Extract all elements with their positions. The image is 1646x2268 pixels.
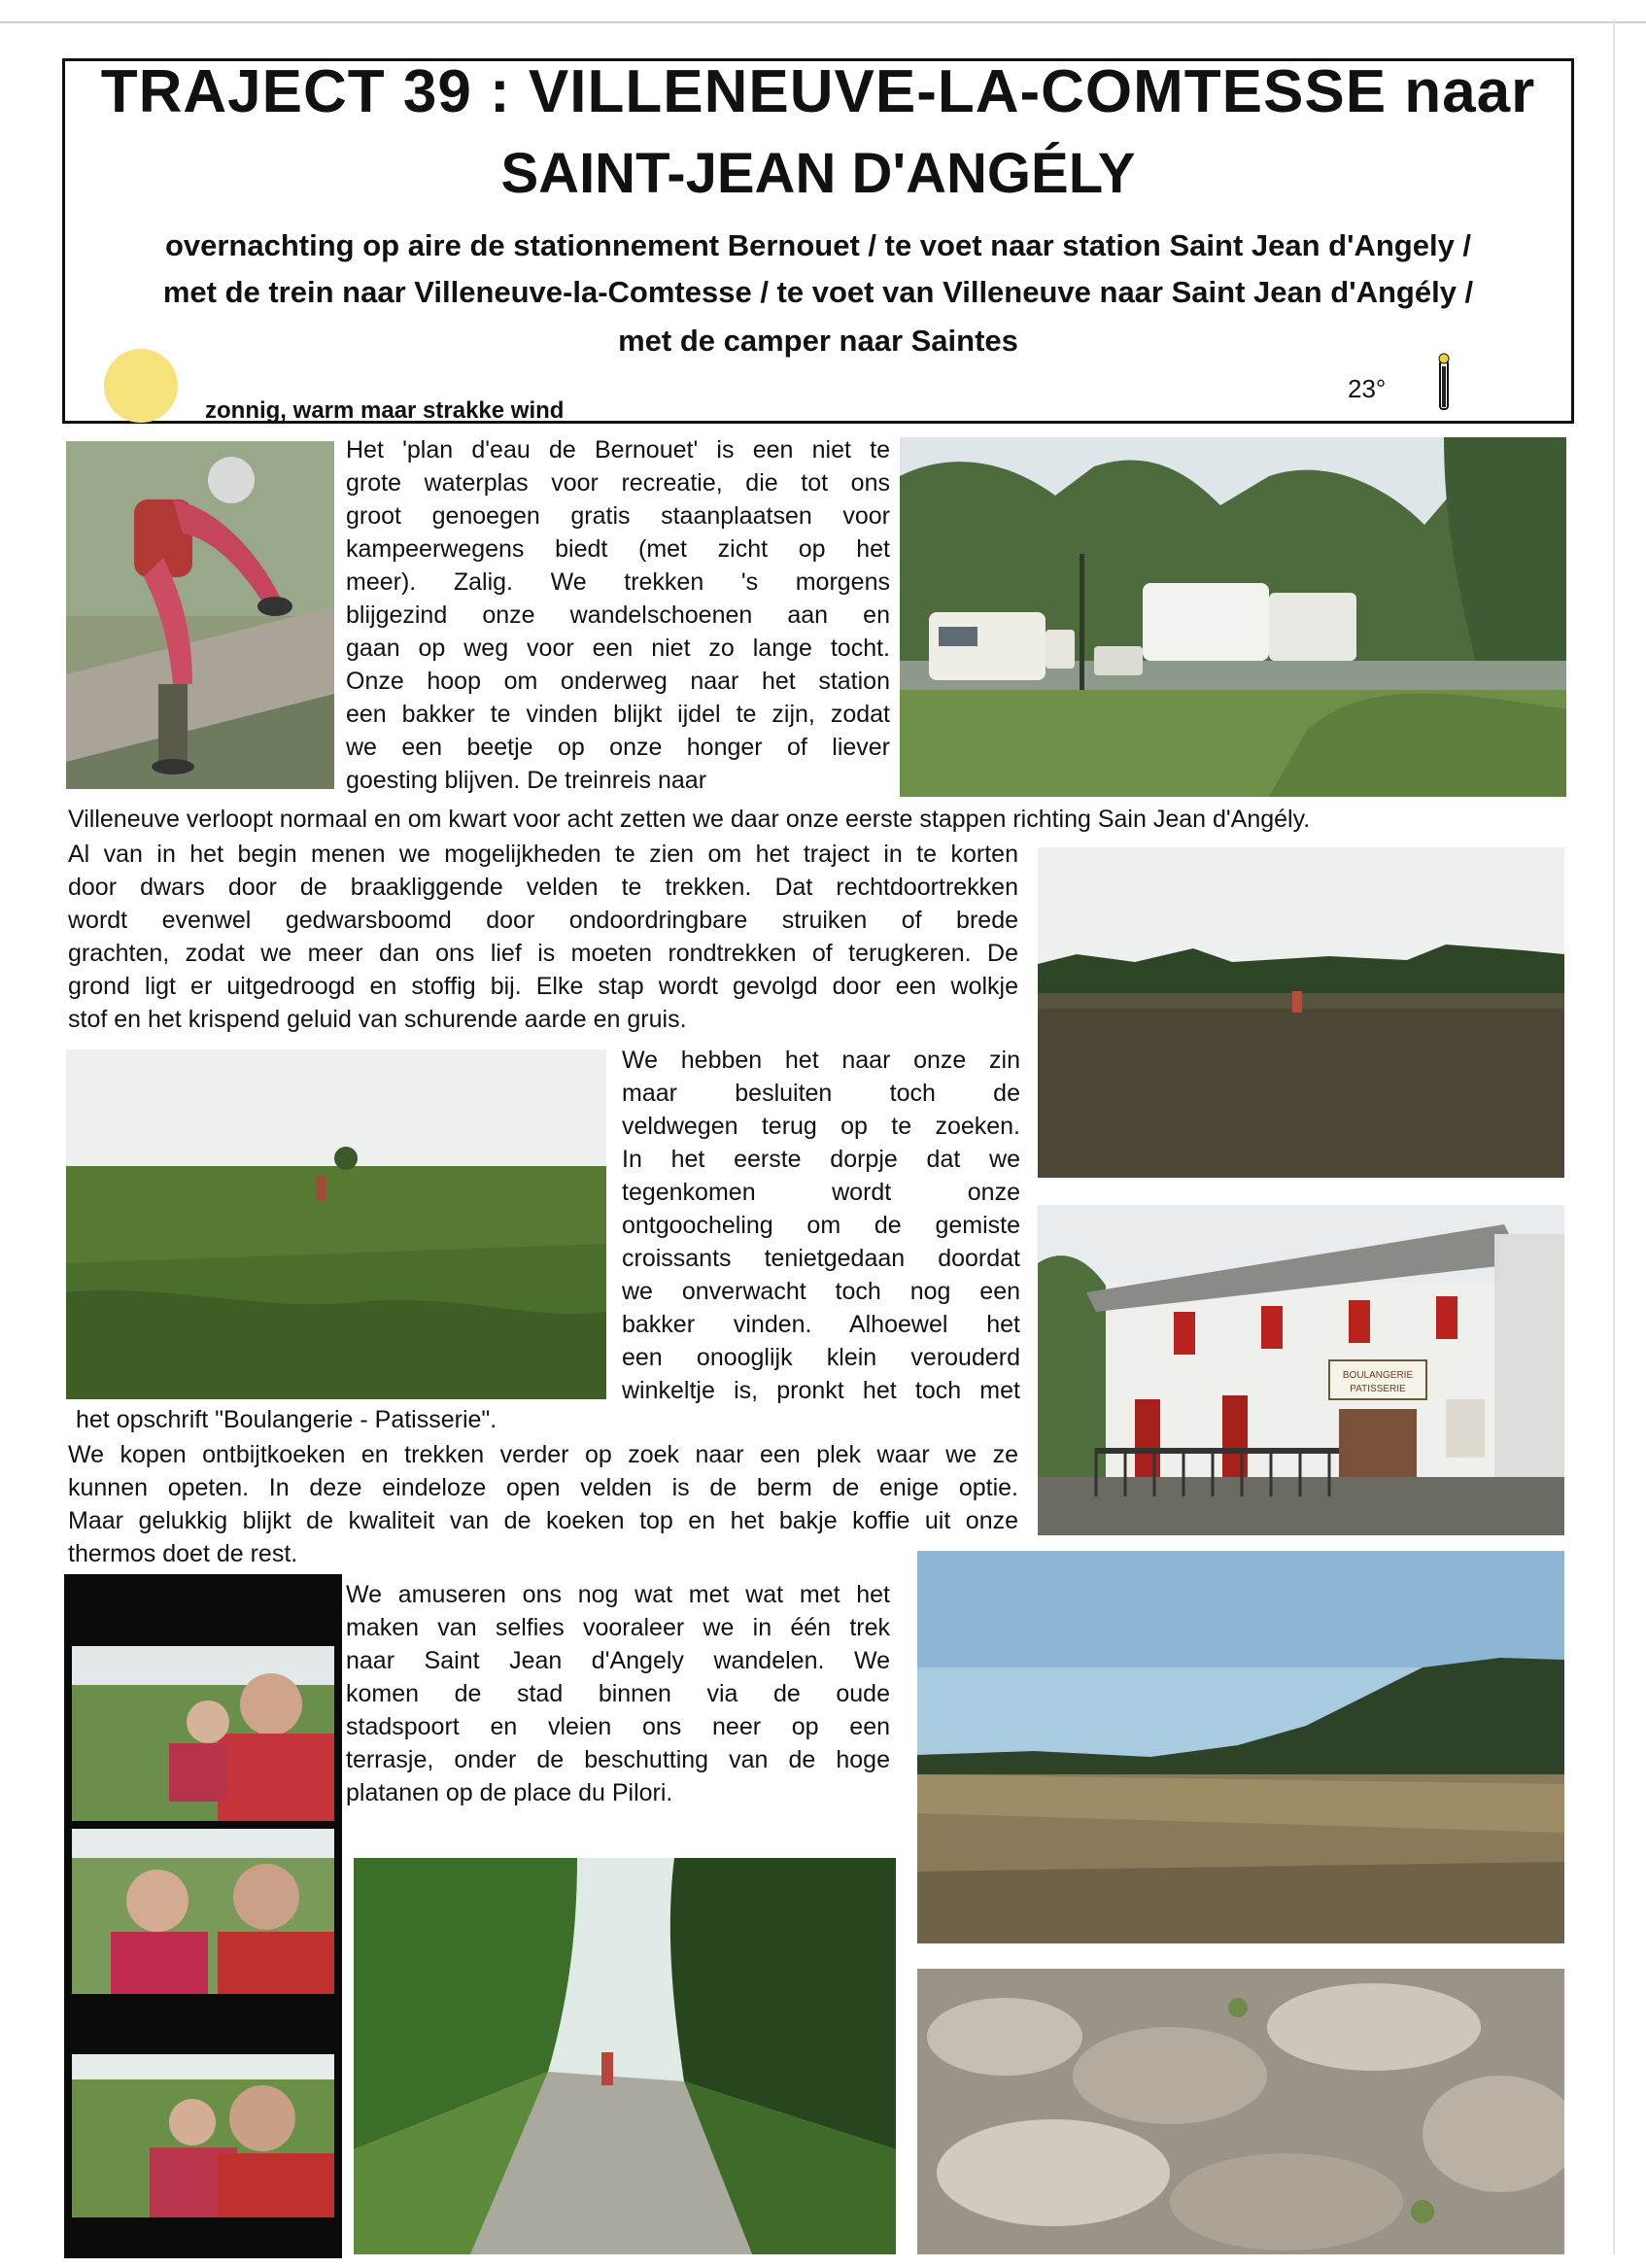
text-line: tegenkomen wordt onze <box>622 1179 1020 1206</box>
page-title: TRAJECT 39 : VILLENEUVE-LA-COMTESSE naar <box>100 58 1536 125</box>
text-line: Maar gelukkig blijkt de kwaliteit van de koeken top en het bakje koffie uit onze <box>68 1507 1018 1534</box>
weather-text: zonnig, warm maar strakke wind <box>205 397 565 424</box>
temperature: 23° <box>1348 374 1387 403</box>
text-line: ontgoocheling om de gemiste <box>622 1212 1020 1239</box>
text-line: stadspoort en vleien ons neer op een <box>346 1713 890 1740</box>
text-line: kampeerwegens biedt (met zicht op het <box>346 535 890 563</box>
photo-stretching <box>66 441 334 789</box>
text-line: terrasje, onder de beschutting van de hoge <box>346 1746 890 1773</box>
page-title-line2: SAINT-JEAN D'ANGÉLY <box>500 142 1136 205</box>
photo-selfie-2 <box>72 1829 334 1994</box>
text-line: komen de stad binnen via de oude <box>346 1680 890 1707</box>
text-line: het opschrift "Boulangerie - Patisserie". <box>76 1406 497 1433</box>
paragraph-5 <box>346 1578 890 1809</box>
text-line: stof en het krispend geluid van schurende aarde en gruis. <box>68 1006 687 1033</box>
photo-landscape <box>917 1551 1564 1943</box>
text-line: wordt evenwel gedwarsboomd door ondoordringbare struiken of brede <box>68 907 1018 934</box>
photo-selfie-1 <box>72 1646 334 1821</box>
photo-bakery <box>1038 1205 1564 1535</box>
sun-icon <box>104 349 178 423</box>
paragraph-1 <box>346 433 890 797</box>
text-line: We kopen ontbijtkoeken en trekken verder op zoek naar een plek waar we ze <box>68 1441 1018 1468</box>
shop-sign: PATISSERIE <box>1350 1384 1406 1394</box>
subtitle-line: met de camper naar Saintes <box>618 324 1018 358</box>
paragraph-2 <box>68 838 1018 1036</box>
text-line: Villeneuve verloopt normaal en om kwart voor acht zetten we daar onze eerste stappen richting Sain Jean d'Angély. <box>68 806 1311 833</box>
text-line: door dwars door de braakliggende velden te trekken. Dat rechtdoortrekken <box>68 874 1018 901</box>
text-line: In het eerste dorpje dat we <box>622 1146 1020 1173</box>
text-line: goesting blijven. De treinreis naar <box>346 767 707 794</box>
text-line: Onze hoop om onderweg naar het station <box>346 668 890 695</box>
selfie-strip <box>64 1574 342 2258</box>
text-line: groot genoegen gratis staanplaatsen voor <box>346 502 890 530</box>
subtitle-line: met de trein naar Villeneuve-la-Comtesse / te voet van Villeneuve naar Saint Jean d'Angély / <box>162 275 1474 309</box>
text-line: veldwegen terug op te zoeken. <box>622 1113 1020 1140</box>
text-line: meer). Zalig. We trekken 's morgens <box>346 568 890 596</box>
text-line: croissants tenietgedaan doordat <box>622 1245 1020 1272</box>
text-line: maar besluiten toch de <box>622 1080 1020 1107</box>
title-box <box>62 58 1574 424</box>
photo-lane <box>354 1858 896 2254</box>
text-line: We hebben het naar onze zin <box>622 1047 1020 1074</box>
paragraph-3 <box>622 1044 1020 1407</box>
subtitle-line: overnachting op aire de stationnement Bernouet / te voet naar station Saint Jean d'Angely / <box>164 228 1472 262</box>
text-line: we een beetje op onze honger of liever <box>346 734 890 761</box>
text-line: we onverwacht toch nog een <box>622 1278 1020 1305</box>
text-line: grond ligt er uitgedroogd en stoffig bij. Elke stap wordt gevolgd door een wolkje <box>68 973 1018 1000</box>
scan-edge <box>1613 19 1615 2254</box>
text-line: maken van selfies vooraleer we in één trek <box>346 1614 890 1641</box>
scan-edge <box>0 21 1646 23</box>
text-line: een onooglijk klein verouderd <box>622 1344 1020 1371</box>
paragraph-4 <box>68 1438 1018 1570</box>
photo-campers <box>900 437 1566 797</box>
text-line: thermos doet de rest. <box>68 1540 298 1567</box>
photo-rocks <box>917 1969 1564 2254</box>
text-line: We amuseren ons nog wat met wat met het <box>346 1581 890 1608</box>
text-line: grote waterplas voor recreatie, die tot ons <box>346 469 890 497</box>
text-line: kunnen opeten. In deze eindeloze open velden is de berm de enige optie. <box>68 1474 1018 1501</box>
text-line: een bakker te vinden blijkt ijdel te zijn, zodat <box>346 701 890 728</box>
text-line: bakker vinden. Alhoewel het <box>622 1311 1020 1338</box>
shop-sign: BOULANGERIE <box>1342 1370 1414 1381</box>
text-line: grachten, zodat we meer dan ons lief is moeten rondtrekken of terugkeren. De <box>68 940 1018 967</box>
text-line: naar Saint Jean d'Angely wandelen. We <box>346 1647 890 1674</box>
text-line: gaan op weg voor een niet zo lange tocht. <box>346 635 890 662</box>
text-line: platanen op de place du Pilori. <box>346 1779 673 1806</box>
text-line: winkeltje is, pronkt het toch met <box>622 1377 1020 1404</box>
photo-selfie-3 <box>72 2054 334 2217</box>
text-line: Al van in het begin menen we mogelijkheden te zien om het traject in te korten <box>68 841 1018 868</box>
photo-field-brown <box>1038 847 1564 1178</box>
text-line: Het 'plan d'eau de Bernouet' is een niet te <box>346 436 890 464</box>
thermometer-icon <box>1435 353 1453 415</box>
photo-field-green <box>66 1049 606 1399</box>
text-line: blijgezind onze wandelschoenen aan en <box>346 601 890 629</box>
